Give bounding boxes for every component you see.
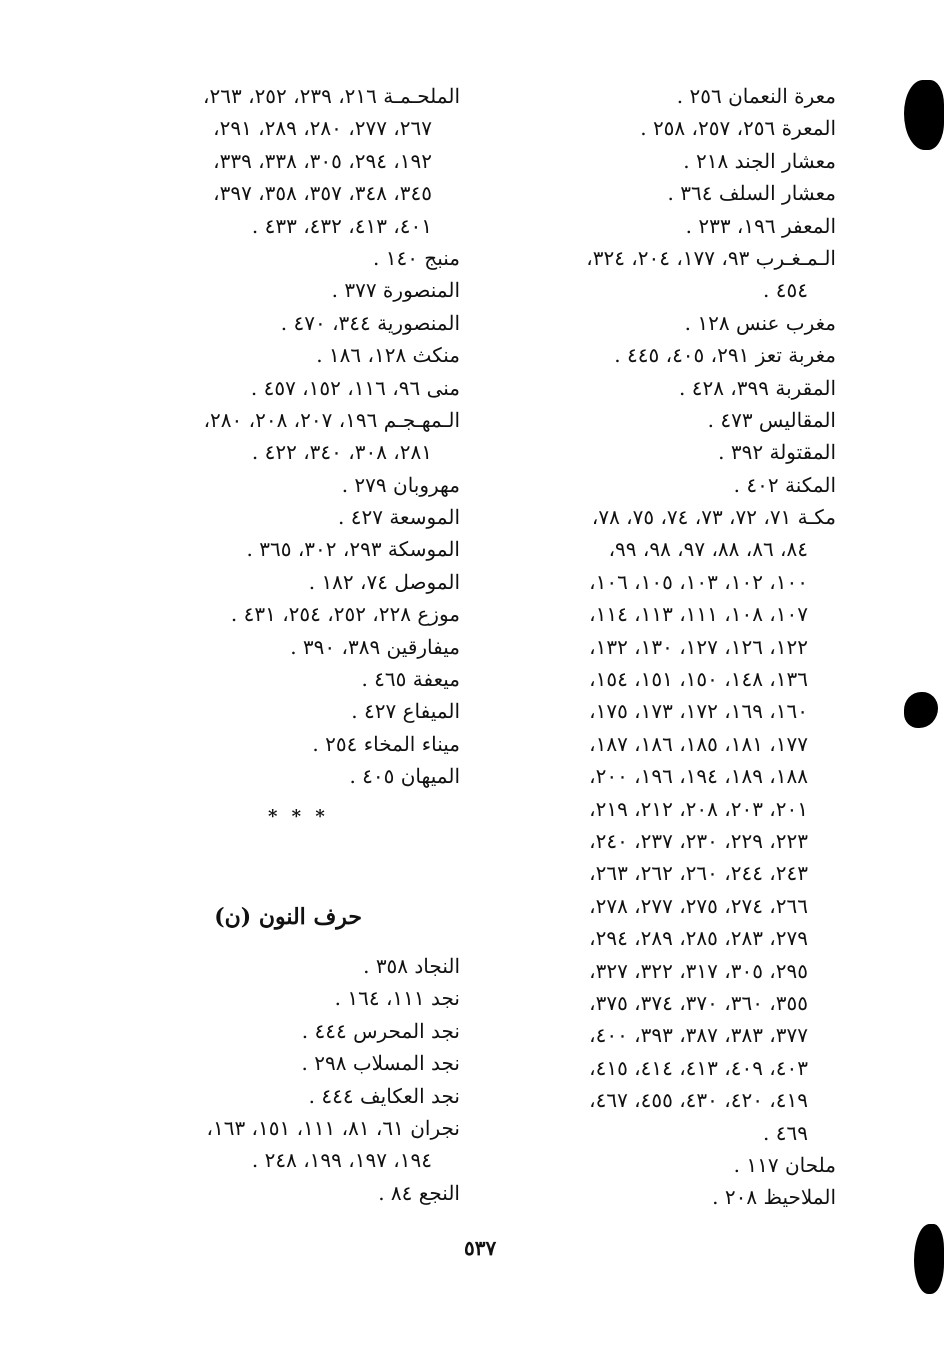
- index-entry-line: ٢٠١، ٢٠٣، ٢٠٨، ٢١٢، ٢١٩،: [589, 796, 808, 821]
- section-heading: حرف النون (ن): [214, 904, 362, 930]
- index-entry-line: مكـة ٧١، ٧٢، ٧٣، ٧٤، ٧٥، ٧٨،: [591, 505, 836, 530]
- index-entry-line: ٣٧٧، ٣٨٣، ٣٨٧، ٣٩٣، ٤٠٠،: [589, 1023, 808, 1048]
- index-entry-line: ميناء المخاء ٢٥٤ .: [312, 731, 460, 756]
- index-column-noon: [130, 950, 460, 1209]
- index-entry-line: المعفر ١٩٦، ٢٣٣ .: [685, 213, 836, 238]
- section-separator: * * *: [268, 806, 329, 827]
- index-entry-line: المعرة ٢٥٦، ٢٥٧، ٢٥٨ .: [640, 116, 836, 141]
- index-entry-line: معشار الجند ٢١٨ .: [683, 148, 836, 173]
- index-entry-line: ٤٠١، ٤١٣، ٤٣٢، ٤٣٣ .: [251, 213, 432, 238]
- ink-blot-bottom: [914, 1224, 944, 1294]
- index-entry-line: النجع ٨٤ .: [378, 1180, 460, 1205]
- index-entry-line: نجد ١١١، ١٦٤ .: [334, 986, 460, 1011]
- index-entry-line: ٣٤٥، ٣٤٨، ٣٥٧، ٣٥٨، ٣٩٧،: [213, 181, 432, 206]
- index-entry-line: الموسعة ٤٢٧ .: [338, 505, 460, 530]
- index-entry-line: ٢٤٣، ٢٤٤، ٢٦٠، ٢٦٢، ٢٦٣،: [589, 861, 808, 886]
- index-entry-line: مغرب عنس ١٢٨ .: [684, 310, 836, 335]
- index-entry-line: نجد المسلاب ٢٩٨ .: [301, 1051, 460, 1076]
- index-entry-line: معرة النعمان ٢٥٦ .: [676, 84, 836, 108]
- index-entry-line: ١٩٢، ٢٩٤، ٣٠٥، ٣٣٨، ٣٣٩،: [213, 148, 432, 173]
- index-entry-line: مغربة تعز ٢٩١، ٤٠٥، ٤٤٥ .: [614, 343, 836, 368]
- index-entry-line: المنصورة ٣٧٧ .: [331, 278, 460, 303]
- index-entry-line: موزع ٢٢٨، ٢٥٢، ٢٥٤، ٤٣١ .: [230, 602, 460, 627]
- index-entry-line: منى ٩٦، ١١٦، ١٥٢، ٤٥٧ .: [250, 375, 460, 400]
- ink-blot-middle: [904, 692, 938, 728]
- index-entry-line: ١٠٠، ١٠٢، ١٠٣، ١٠٥، ١٠٦،: [589, 569, 808, 594]
- index-entry-line: نجران ٦١، ٨١، ١١١، ١٥١، ١٦٣،: [206, 1115, 460, 1140]
- index-entry-line: الموسكة ٢٩٣، ٣٠٢، ٣٦٥ .: [246, 537, 460, 562]
- index-entry-line: الميفاع ٤٢٧ .: [351, 699, 460, 724]
- index-entry-line: ٢٦٧، ٢٧٧، ٢٨٠، ٢٨٩، ٢٩١،: [213, 116, 432, 141]
- index-entry-line: ٢٢٣، ٢٢٩، ٢٣٠، ٢٣٧، ٢٤٠،: [589, 828, 808, 853]
- index-entry-line: ٢٧٩، ٢٨٣، ٢٨٥، ٢٨٩، ٢٩٤،: [589, 926, 808, 951]
- index-entry-line: ٤١٩، ٤٢٠، ٤٣٠، ٤٥٥، ٤٦٧،: [589, 1088, 808, 1113]
- index-entry-line: ١٨٨، ١٨٩، ١٩٤، ١٩٦، ٢٠٠،: [589, 764, 808, 789]
- index-entry-line: النجاد ٣٥٨ .: [363, 954, 460, 978]
- index-entry-line: المقتولة ٣٩٢ .: [718, 440, 836, 465]
- index-entry-line: ١٣٦، ١٤٨، ١٥٠، ١٥١، ١٥٤،: [589, 667, 808, 692]
- index-entry-line: ١٧٧، ١٨١، ١٨٥، ١٨٦، ١٨٧،: [589, 731, 808, 756]
- index-entry-line: ٤٥٤ .: [763, 278, 808, 303]
- index-column-right: [506, 80, 836, 1214]
- index-entry-line: منكث ١٢٨، ١٨٦ .: [316, 343, 460, 368]
- index-entry-line: مهروبان ٢٧٩ .: [341, 472, 460, 497]
- index-entry-line: الموصل ٧٤، ١٨٢ .: [308, 569, 460, 594]
- index-entry-line: ميعفة ٤٦٥ .: [361, 667, 460, 692]
- index-entry-line: الـمهـجـم ١٩٦، ٢٠٧، ٢٠٨، ٢٨٠،: [203, 407, 460, 432]
- index-entry-line: المنصورية ٣٤٤، ٤٧٠ .: [280, 310, 460, 335]
- index-entry-line: الـمـغـرب ٩٣، ١٧٧، ٢٠٤، ٣٢٤،: [586, 245, 836, 270]
- index-entry-line: ملحان ١١٧ .: [733, 1152, 836, 1177]
- index-entry-line: المقربة ٣٩٩، ٤٢٨ .: [678, 375, 836, 400]
- index-entry-line: ٢٩٥، ٣٠٥، ٣١٧، ٣٢٢، ٣٢٧،: [589, 958, 808, 983]
- index-entry-line: الميهان ٤٠٥ .: [349, 764, 460, 789]
- index-entry-line: ١٩٤، ١٩٧، ١٩٩، ٢٤٨ .: [251, 1148, 432, 1173]
- index-entry-line: ٤٠٣، ٤٠٩، ٤١٣، ٤١٤، ٤١٥،: [589, 1055, 808, 1080]
- index-entry-line: ٨٤، ٨٦، ٨٨، ٩٧، ٩٨، ٩٩،: [608, 537, 808, 562]
- index-entry-line: ١٦٠، ١٦٩، ١٧٢، ١٧٣، ١٧٥،: [589, 699, 808, 724]
- index-entry-line: الملاحيظ ٢٠٨ .: [712, 1185, 836, 1210]
- index-entry-line: منبج ١٤٠ .: [372, 245, 460, 270]
- index-entry-line: معشار السلف ٣٦٤ .: [667, 181, 836, 206]
- index-entry-line: نجد العكايف ٤٤٤ .: [308, 1083, 460, 1108]
- index-entry-line: ٤٦٩ .: [763, 1120, 808, 1145]
- index-column-left: [130, 80, 460, 793]
- index-entry-line: الملحـمـة ٢١٦، ٢٣٩، ٢٥٢، ٢٦٣،: [203, 84, 460, 108]
- index-entry-line: ٢٨١، ٣٠٨، ٣٤٠، ٤٢٢ .: [251, 440, 432, 465]
- page-number: ٥٣٧: [464, 1236, 497, 1260]
- ink-blot-top: [904, 80, 944, 150]
- index-entry-line: ١٠٧، ١٠٨، ١١١، ١١٣، ١١٤،: [589, 602, 808, 627]
- index-entry-line: نجد المحرس ٤٤٤ .: [301, 1018, 460, 1043]
- index-entry-line: ١٢٢، ١٢٦، ١٢٧، ١٣٠، ١٣٢،: [589, 634, 808, 659]
- index-entry-line: ٢٦٦، ٢٧٤، ٢٧٥، ٢٧٧، ٢٧٨،: [589, 893, 808, 918]
- index-entry-line: ٣٥٥، ٣٦٠، ٣٧٠، ٣٧٤، ٣٧٥،: [589, 990, 808, 1015]
- index-entry-line: المقاليس ٤٧٣ .: [707, 407, 836, 432]
- index-entry-line: ميفارقين ٣٨٩، ٣٩٠ .: [290, 634, 460, 659]
- index-entry-line: المكنة ٤٠٢ .: [733, 472, 836, 497]
